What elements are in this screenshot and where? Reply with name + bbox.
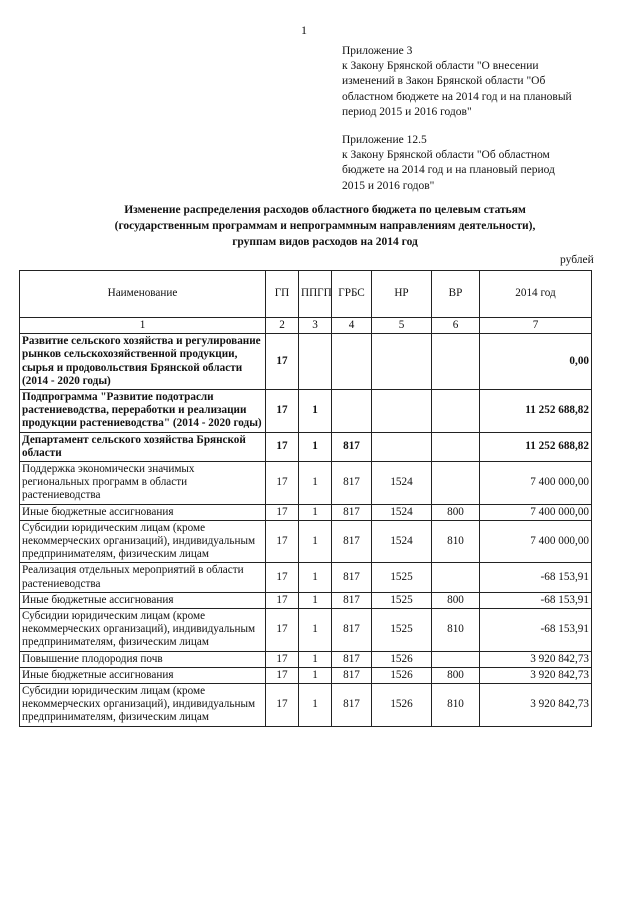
cell-name: Иные бюджетные ассигнования (20, 667, 266, 683)
cell-vr (432, 563, 480, 592)
cell-nr: 1524 (372, 462, 432, 505)
appendix-3-line: изменений в Закон Брянской области "Об (342, 75, 546, 88)
column-number: 6 (432, 318, 480, 334)
cell-amount: 3 920 842,73 (480, 651, 592, 667)
appendix-3-line: Приложение 3 (342, 45, 413, 57)
table-row (20, 651, 592, 667)
header-name: Наименование (20, 271, 266, 318)
cell-name: Субсидии юридическим лицам (кроме некоммерческих организаций), индивидуальным предпринимателям, физическим лицам (20, 520, 266, 563)
column-number: 4 (332, 318, 372, 334)
cell-vr: 800 (432, 592, 480, 608)
cell-name: Иные бюджетные ассигнования (20, 504, 266, 520)
cell-gp: 17 (266, 651, 299, 667)
cell-name: Субсидии юридическим лицам (кроме некоммерческих организаций), индивидуальным предпринимателям, физическим лицам (20, 609, 266, 652)
cell-grbs: 817 (332, 684, 372, 727)
cell-grbs: 817 (332, 563, 372, 592)
cell-ppgp: 1 (299, 592, 332, 608)
currency-unit: рублей (560, 254, 594, 266)
cell-ppgp: 1 (299, 462, 332, 505)
cell-vr (432, 462, 480, 505)
cell-nr: 1526 (372, 684, 432, 727)
cell-nr: 1526 (372, 651, 432, 667)
cell-vr (432, 432, 480, 461)
appendix-12-5-line: бюджете на 2014 год и на плановый период (342, 164, 555, 177)
cell-gp: 17 (266, 520, 299, 563)
cell-gp: 17 (266, 592, 299, 608)
header-gp: ГП (266, 271, 299, 318)
cell-vr (432, 651, 480, 667)
cell-gp: 17 (266, 563, 299, 592)
budget-table (19, 270, 592, 727)
cell-nr: 1526 (372, 667, 432, 683)
cell-amount: 7 400 000,00 (480, 462, 592, 505)
cell-ppgp (299, 334, 332, 390)
column-number: 2 (266, 318, 299, 334)
appendix-12-5-line: Приложение 12.5 (342, 134, 427, 146)
table-row (20, 462, 592, 505)
column-number-row (20, 318, 592, 334)
appendix-12-5-note (342, 133, 602, 194)
column-number: 5 (372, 318, 432, 334)
appendix-3-line: период 2015 и 2016 годов" (342, 105, 472, 118)
appendix-3-line: к Закону Брянской области "О внесении (342, 60, 539, 73)
cell-nr (372, 334, 432, 390)
cell-grbs: 817 (332, 609, 372, 652)
appendix-12-5-line: к Закону Брянской области "Об областном (342, 149, 550, 162)
cell-name: Повышение плодородия почв (20, 651, 266, 667)
cell-name: Департамент сельского хозяйства Брянской области (20, 432, 266, 461)
table-row (20, 684, 592, 727)
document-title-line: Изменение распределения расходов областного бюджета по целевым статьям (124, 204, 526, 216)
appendix-12-5-line: 2015 и 2016 годов" (342, 179, 435, 192)
cell-grbs: 817 (332, 462, 372, 505)
table-row (20, 667, 592, 683)
table-row (20, 592, 592, 608)
cell-vr: 800 (432, 504, 480, 520)
cell-vr: 810 (432, 609, 480, 652)
header-amount-2014: 2014 год (480, 271, 592, 318)
cell-ppgp: 1 (299, 684, 332, 727)
column-number: 3 (299, 318, 332, 334)
cell-name: Подпрограмма "Развитие подотрасли растениеводства, переработки и реализации продукции растениеводства" (2014 - 2020 годы) (20, 390, 266, 433)
table-header-row (20, 271, 592, 318)
cell-nr (372, 432, 432, 461)
cell-vr: 810 (432, 684, 480, 727)
cell-name: Поддержка экономически значимых региональных программ в области растениеводства (20, 462, 266, 505)
cell-ppgp: 1 (299, 520, 332, 563)
cell-name: Субсидии юридическим лицам (кроме некоммерческих организаций), индивидуальным предпринимателям, физическим лицам (20, 684, 266, 727)
document-title (40, 203, 610, 250)
cell-grbs: 817 (332, 504, 372, 520)
cell-grbs: 817 (332, 667, 372, 683)
cell-gp: 17 (266, 462, 299, 505)
page-number: 1 (301, 23, 307, 37)
cell-ppgp: 1 (299, 651, 332, 667)
header-ppgp: ППГП (299, 271, 332, 318)
cell-gp: 17 (266, 684, 299, 727)
table-row (20, 334, 592, 390)
cell-grbs (332, 390, 372, 433)
cell-gp: 17 (266, 390, 299, 433)
cell-ppgp: 1 (299, 432, 332, 461)
cell-gp: 17 (266, 609, 299, 652)
cell-amount: 3 920 842,73 (480, 667, 592, 683)
column-number: 1 (20, 318, 266, 334)
table-row (20, 432, 592, 461)
appendix-3-line: областном бюджете на 2014 год и на плановый (342, 90, 572, 103)
cell-nr: 1524 (372, 504, 432, 520)
cell-amount: -68 153,91 (480, 609, 592, 652)
cell-amount: 3 920 842,73 (480, 684, 592, 727)
cell-amount: 7 400 000,00 (480, 520, 592, 563)
cell-ppgp: 1 (299, 563, 332, 592)
cell-nr: 1525 (372, 592, 432, 608)
document-title-line: группам видов расходов на 2014 год (232, 235, 418, 248)
cell-nr: 1525 (372, 563, 432, 592)
cell-ppgp: 1 (299, 609, 332, 652)
header-vr: ВР (432, 271, 480, 318)
cell-vr (432, 334, 480, 390)
appendix-3-note (342, 44, 602, 120)
table-row (20, 520, 592, 563)
table-row (20, 609, 592, 652)
header-nr: НР (372, 271, 432, 318)
cell-ppgp: 1 (299, 667, 332, 683)
cell-grbs: 817 (332, 432, 372, 461)
cell-amount: 11 252 688,82 (480, 390, 592, 433)
table-row (20, 504, 592, 520)
cell-vr: 800 (432, 667, 480, 683)
cell-amount: 11 252 688,82 (480, 432, 592, 461)
cell-amount: 7 400 000,00 (480, 504, 592, 520)
cell-ppgp: 1 (299, 504, 332, 520)
cell-vr (432, 390, 480, 433)
cell-ppgp: 1 (299, 390, 332, 433)
table-row (20, 563, 592, 592)
cell-nr (372, 390, 432, 433)
cell-grbs: 817 (332, 520, 372, 563)
cell-vr: 810 (432, 520, 480, 563)
cell-amount: 0,00 (480, 334, 592, 390)
cell-gp: 17 (266, 334, 299, 390)
cell-amount: -68 153,91 (480, 592, 592, 608)
cell-name: Развитие сельского хозяйства и регулирование рынков сельскохозяйственной продукции, сырья и продовольствия Брянской области (2014 - 2020 годы) (20, 334, 266, 390)
cell-name: Иные бюджетные ассигнования (20, 592, 266, 608)
cell-amount: -68 153,91 (480, 563, 592, 592)
table-row (20, 390, 592, 433)
cell-nr: 1524 (372, 520, 432, 563)
cell-gp: 17 (266, 432, 299, 461)
header-grbs: ГРБС (332, 271, 372, 318)
cell-nr: 1525 (372, 609, 432, 652)
cell-gp: 17 (266, 504, 299, 520)
cell-grbs (332, 334, 372, 390)
column-number: 7 (480, 318, 592, 334)
cell-name: Реализация отдельных мероприятий в области растениеводства (20, 563, 266, 592)
cell-gp: 17 (266, 667, 299, 683)
document-title-line: (государственным программам и непрограммным направлениям деятельности), (114, 219, 536, 232)
cell-grbs: 817 (332, 651, 372, 667)
cell-grbs: 817 (332, 592, 372, 608)
